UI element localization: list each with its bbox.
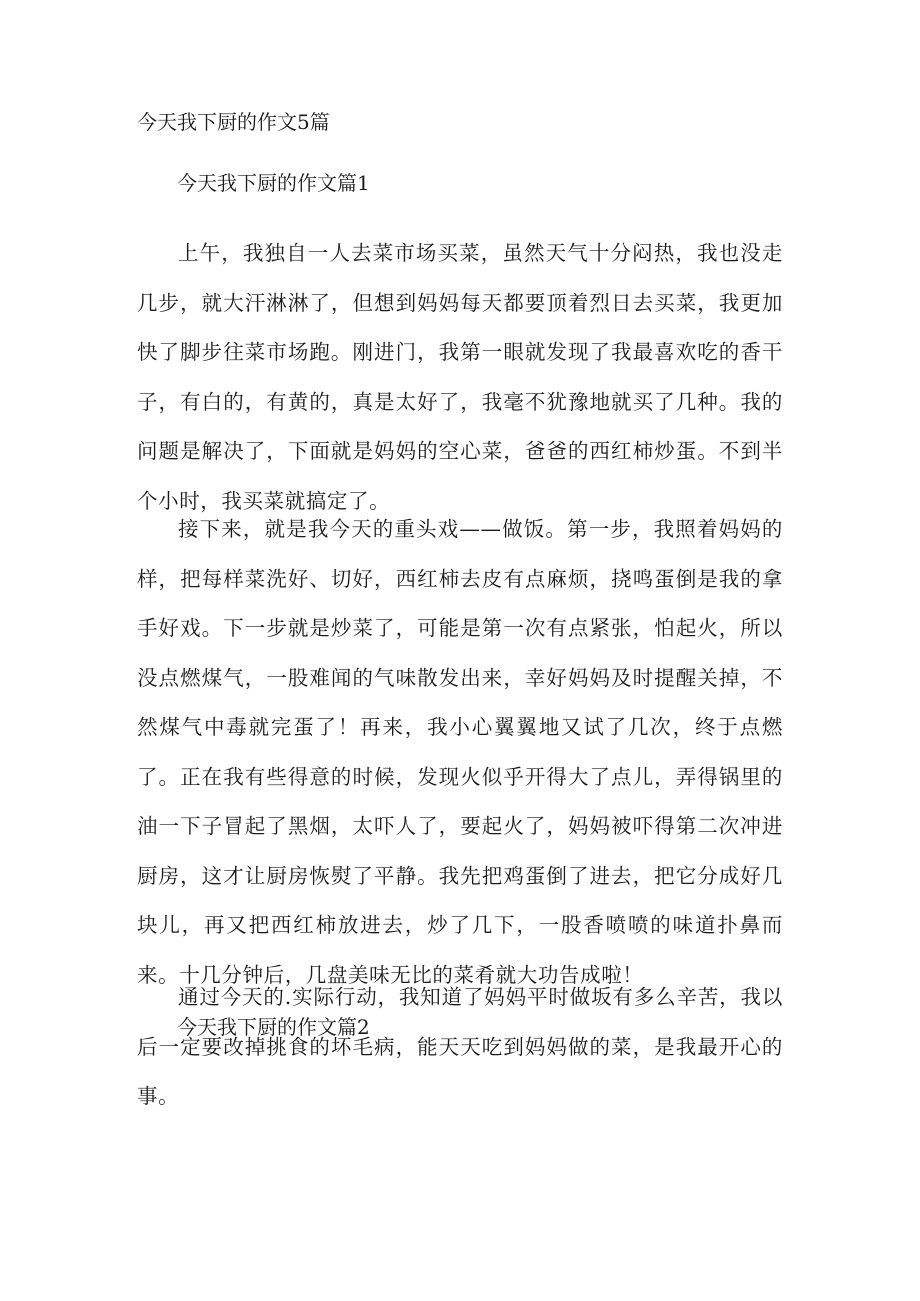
document-title: 今天我下厨的作文5篇 [137, 110, 330, 134]
paragraph-3: 通过今天的.实际行动，我知道了妈妈平时做坂有多么辛苦，我以后一定要改掉挑食的坏毛病，能天天吃到妈妈做的菜，是我最开心的事。 [137, 985, 783, 1108]
section-heading-2: 今天我下厨的作文篇2 [177, 1015, 370, 1039]
paragraph-1: 上午，我独自一人去菜市场买菜，虽然天气十分闷热，我也没走几步，就大汗淋淋了，但想到妈妈每天都要顶着烈日去买菜，我更加快了脚步往菜市场跑。刚进门，我第一眼就发现了我最喜欢吃的香干子，有白的，有黄的，真是太好了，我毫不犹豫地就买了几种。我的问题是解决了，下面就是妈妈的空心菜，爸爸的西红柿炒蛋。不到半个小时，我买菜就搞定了。 [137, 241, 783, 513]
section-heading-1: 今天我下厨的作文篇1 [177, 171, 370, 195]
paragraph-2: 接下来，就是我今天的重头戏——做饭。第一步，我照着妈妈的样，把每样菜洗好、切好，西红柿去皮有点麻烦，挠鸣蛋倒是我的拿手好戏。下一步就是炒菜了，可能是第一次有点紧张，怕起火，所以没点燃煤气，一股难闻的气味散发出来，幸好妈妈及时提醒关掉，不然煤气中毒就完蛋了！再来，我小心翼翼地又试了几次，终于点燃了。正在我有些得意的时候，发现火似乎开得大了点儿，弄得锅里的油一下子冒起了黑烟，太吓人了，要起火了，妈妈被吓得第二次冲进厨房，这才让厨房恢熨了平静。我先把鸡蛋倒了进去，把它分成好几块儿，再又把西红柿放进去，炒了几下，一股香喷喷的味道扑鼻而来。十几分钟后，几盘美味无比的菜肴就大功告成啦！ [137, 517, 783, 987]
